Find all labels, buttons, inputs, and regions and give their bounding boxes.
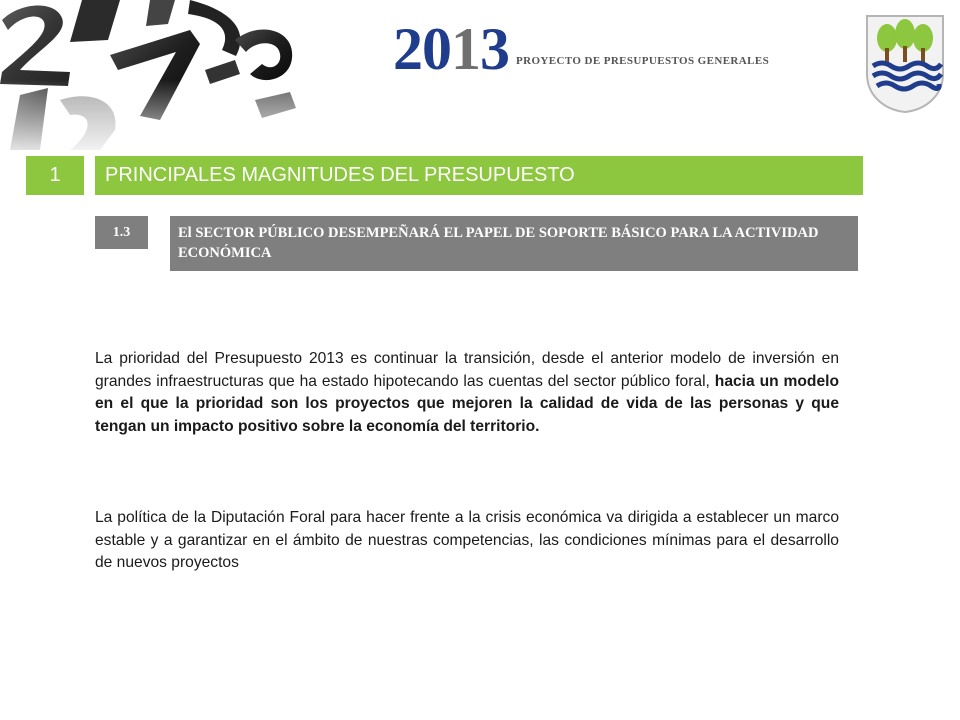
subsection-title: El SECTOR PÚBLICO DESEMPEÑARÁ EL PAPEL DE SOPORTE BÁSICO PARA LA ACTIVIDAD ECONÓMICA	[170, 216, 858, 271]
section-title: PRINCIPALES MAGNITUDES DEL PRESUPUESTO	[95, 156, 863, 195]
paragraph-priority-normal: La prioridad del Presupuesto 2013 es continuar la transición, desde el anterior modelo de inversión en grandes infraestructuras que ha estado hipotecando las cuentas del sector público foral,	[95, 350, 839, 390]
header-year-part2: 1	[451, 16, 480, 82]
scattered-numbers-image	[0, 0, 300, 150]
coat-of-arms-icon	[865, 14, 945, 114]
header-year-part1: 20	[393, 16, 451, 82]
paragraph-policy: La política de la Diputación Foral para hacer frente a la crisis económica va dirigida a establecer un marco estable y a garantizar en el ámbito de nuestras competencias, las condiciones mínimas para el desarrollo de nuevos proyectos	[95, 509, 839, 572]
subsection-number: 1.3	[95, 216, 148, 249]
paragraph-priority	[95, 348, 839, 439]
paragraph-priority-bold: hacia un modelo en el que la prioridad son los proyectos que mejoren la calidad de vida de las personas y que tengan un impacto positivo sobre la economía del territorio.	[95, 372, 839, 436]
header-year	[393, 14, 509, 84]
header-year-part3: 3	[480, 16, 509, 82]
header-subtitle: PROYECTO DE PRESUPUESTOS GENERALES	[516, 55, 770, 67]
section-number: 1	[26, 156, 84, 195]
